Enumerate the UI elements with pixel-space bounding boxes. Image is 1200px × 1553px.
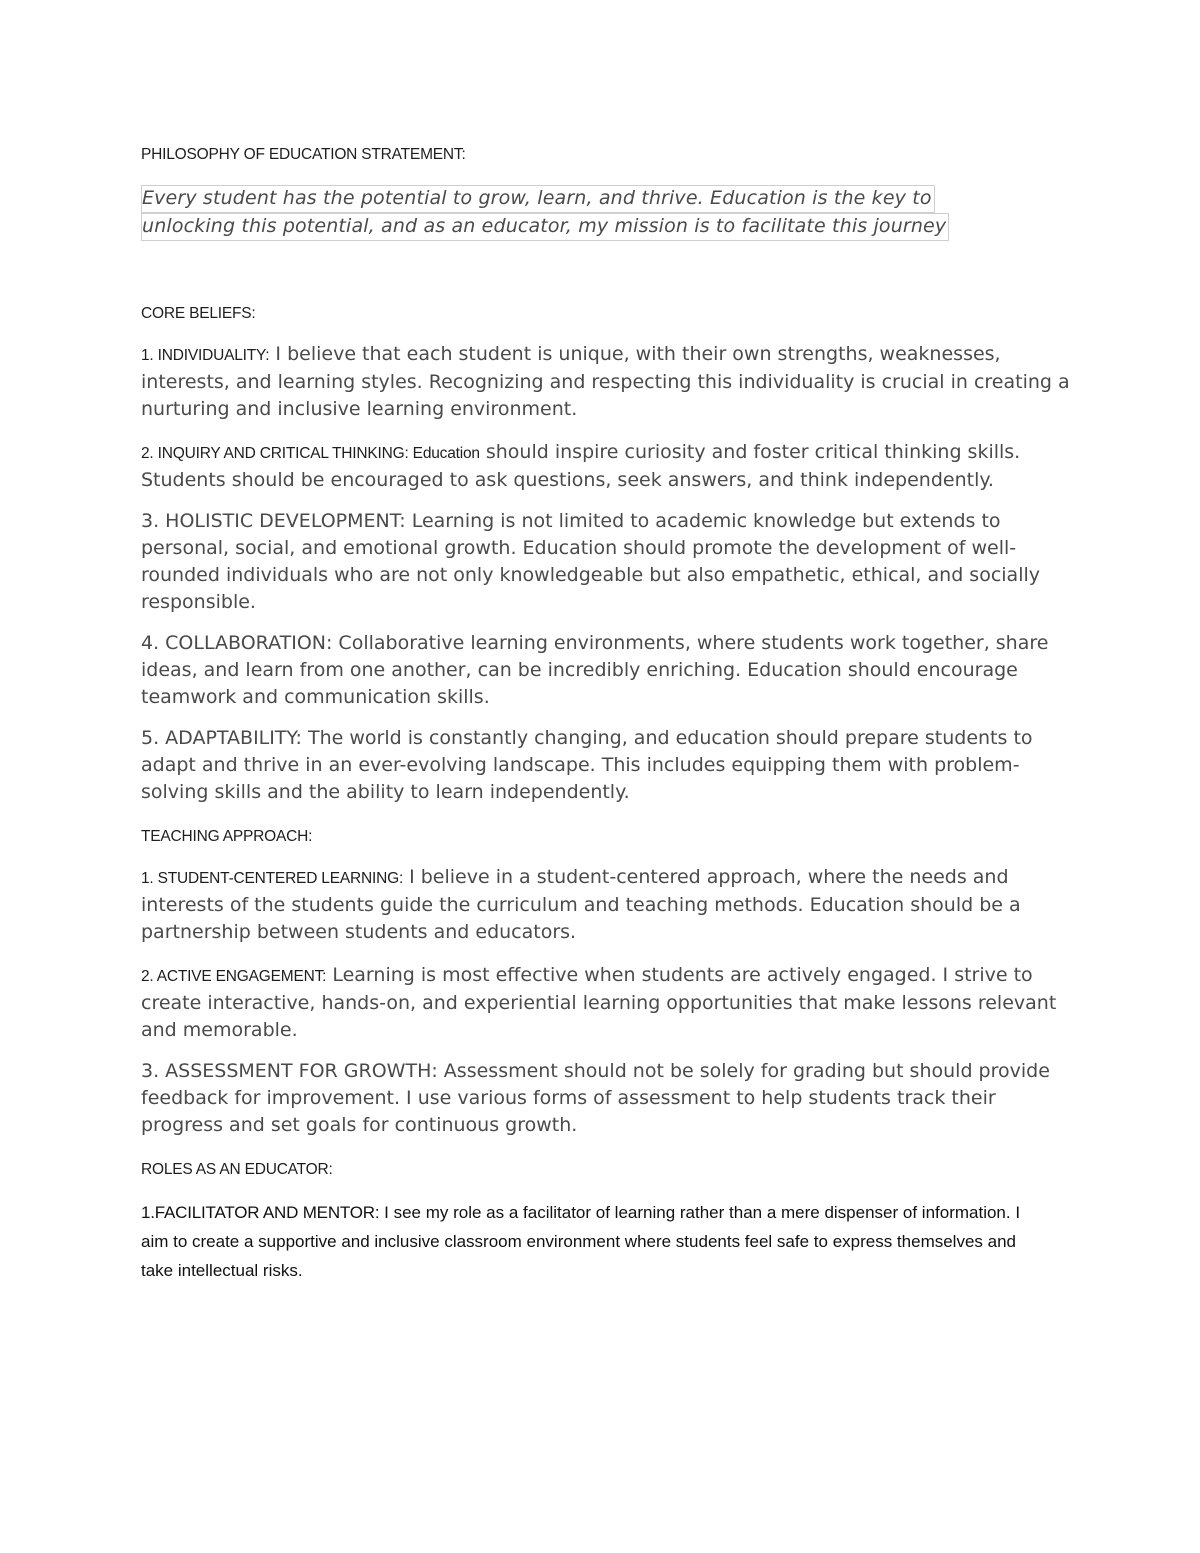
- teaching-approach-text: Learning is most effective when students are actively engaged. I strive to create interactive, hands-on, and experiential learning opportunities that make lessons relevant and memorable.: [141, 964, 1057, 1041]
- document-body: [141, 146, 1071, 1285]
- teaching-approach-item: [141, 1058, 1071, 1139]
- core-belief-item: [141, 439, 1071, 494]
- teaching-approach-text: I believe in a student-centered approach, where the needs and interests of the students guide the curriculum and teaching methods. Education should be a partnership between students and educators.: [141, 866, 1021, 943]
- teaching-approach-item: [141, 864, 1071, 946]
- teaching-approach-label: 3. ASSESSMENT FOR GROWTH:: [141, 1060, 438, 1082]
- mission-line: unlocking this potential, and as an educator, my mission is to facilitate this journey: [141, 213, 949, 241]
- teaching-approach-item: [141, 962, 1071, 1044]
- teaching-approach-label: 1. STUDENT-CENTERED LEARNING:: [141, 870, 404, 887]
- teaching-approach-heading: TEACHING APPROACH:: [141, 828, 313, 845]
- core-belief-item: [141, 508, 1071, 616]
- core-belief-item: [141, 630, 1071, 711]
- role-label: 1.FACILITATOR AND MENTOR:: [141, 1203, 380, 1222]
- core-belief-text: I believe that each student is unique, with their own strengths, weaknesses, interests, and learning styles. Recognizing and respecting this individuality is crucial in creating a nurturing and inclusive learning environment.: [141, 343, 1070, 420]
- mission-statement: [141, 185, 949, 241]
- statement-heading: PHILOSOPHY OF EDUCATION STRATEMENT:: [141, 146, 466, 163]
- core-belief-item: [141, 341, 1071, 423]
- core-belief-text: Learning is not limited to academic knowledge but extends to personal, social, and emotional growth. Education should promote the development of well-rounded individuals who are not only knowledgeable but also empathetic, ethical, and socially responsible.: [141, 510, 1040, 613]
- core-belief-label: 2. INQUIRY AND CRITICAL THINKING: Education: [141, 445, 480, 462]
- core-belief-label: 1. INDIVIDUALITY:: [141, 347, 270, 364]
- teaching-approach-text: Assessment should not be solely for grading but should provide feedback for improvement. I use various forms of assessment to help students track their progress and set goals for continuous growth.: [141, 1060, 1050, 1136]
- core-belief-text: Collaborative learning environments, where students work together, share ideas, and learn from one another, can be incredibly enriching. Education should encourage teamwork and communication skills.: [141, 632, 1049, 708]
- core-belief-label: 5. ADAPTABILITY:: [141, 727, 302, 749]
- core-belief-text: should inspire curiosity and foster critical thinking skills. Students should be encouraged to ask questions, seek answers, and think independently.: [141, 441, 1021, 491]
- teaching-approach-label: 2. ACTIVE ENGAGEMENT:: [141, 968, 327, 985]
- core-belief-label: 3. HOLISTIC DEVELOPMENT:: [141, 510, 406, 532]
- core-belief-text: The world is constantly changing, and education should prepare students to adapt and thrive in an ever-evolving landscape. This includes equipping them with problem-solving skills and the ability to learn independently.: [141, 727, 1033, 803]
- core-belief-item: [141, 725, 1071, 806]
- core-belief-label: 4. COLLABORATION:: [141, 632, 333, 654]
- roles-heading: ROLES AS AN EDUCATOR:: [141, 1161, 333, 1178]
- core-beliefs-heading: CORE BELIEFS:: [141, 305, 256, 322]
- role-item: [141, 1198, 1051, 1285]
- mission-line: Every student has the potential to grow, learn, and thrive. Education is the key to: [141, 185, 935, 213]
- role-text: I see my role as a facilitator of learning rather than a mere dispenser of information. I aim to create a supportive and inclusive classroom environment where students feel safe to express themselves and take intellectual risks.: [141, 1203, 1021, 1280]
